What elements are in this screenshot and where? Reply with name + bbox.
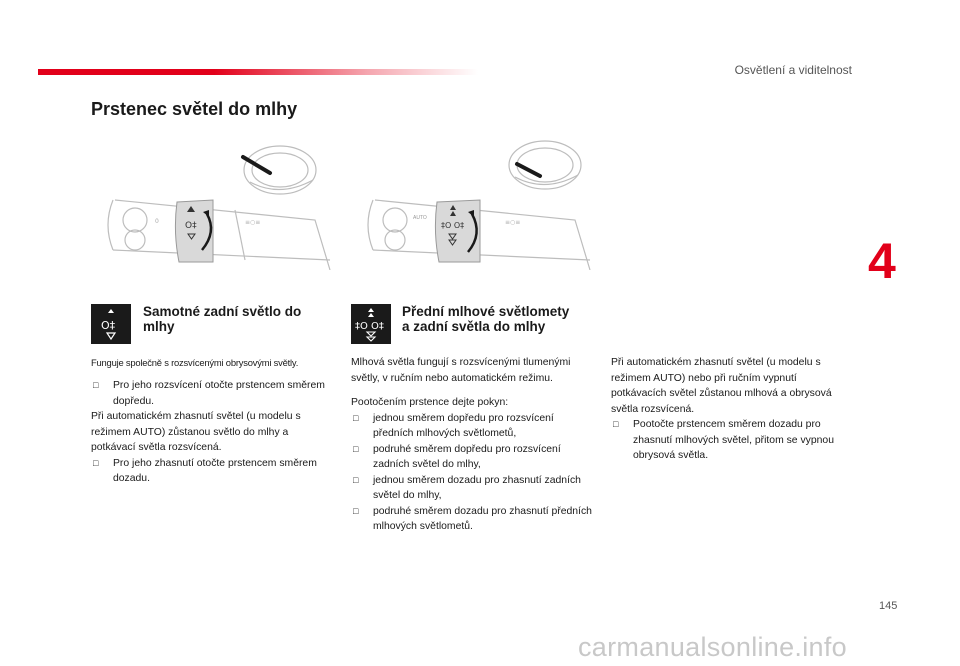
rear-fog-auto-paragraph: Při automatickém zhasnutí světel (u modelu s režimem AUTO) zůstanou světlo do mlhy a potkávací světla rozsvícená. <box>91 411 301 453</box>
rear-fog-note: Funguje společně s rozsvícenými obrysovými světly. <box>91 357 299 368</box>
svg-text:O‡: O‡ <box>101 319 116 332</box>
header-accent-bar <box>38 69 478 75</box>
front-rear-fog-intro: Mlhová světla fungují s rozsvícenými tlumenými světly, v ručním nebo automatickém režimu. <box>351 357 571 384</box>
rear-fog-light-icon <box>91 304 131 344</box>
list-item: Pootočte prstencem směrem dozadu pro zhasnutí mlhových světel, přitom se vypnou obrysová světla. □ <box>611 417 841 464</box>
svg-text:≡○≡: ≡○≡ <box>505 219 521 226</box>
section-header-title: Osvětlení a viditelnost <box>734 63 852 77</box>
front-rear-fog-light-icon <box>351 304 391 344</box>
section-title-front-rear-fog: Přední mlhové světlomety a zadní světla do mlhy <box>402 304 570 334</box>
page-title: Prstenec světel do mlhy <box>91 99 298 119</box>
svg-text:‡O O‡: ‡O O‡ <box>355 321 384 332</box>
list-item: Pro jeho rozsvícení otočte prstencem směrem dopředu. □ <box>91 378 326 409</box>
section-title-rear-fog: Samotné zadní světlo do mlhy <box>143 304 302 334</box>
chapter-number: 4 <box>868 233 896 289</box>
list-item: podruhé směrem dozadu pro zhasnutí předních mlhových světlometů. □ <box>351 504 593 535</box>
fog-ring-illustration-rear <box>95 140 335 270</box>
svg-text:≡○≡: ≡○≡ <box>245 219 261 226</box>
svg-text:0: 0 <box>155 218 159 225</box>
fog-ring-illustration-front-rear <box>355 140 595 270</box>
svg-text:O‡: O‡ <box>185 221 197 231</box>
front-rear-fog-body <box>351 355 593 535</box>
rear-fog-body <box>91 378 326 487</box>
list-item: jednou směrem dozadu pro zhasnutí zadních světel do mlhy, □ <box>351 473 593 504</box>
front-rear-fog-lead: Pootočením prstence dejte pokyn: <box>351 397 509 408</box>
watermark: carmanualsonline.info <box>578 632 847 662</box>
list-item: podruhé směrem dopředu pro rozsvícení zadních světel do mlhy, □ <box>351 442 593 473</box>
list-item: Pro jeho zhasnutí otočte prstencem směrem dozadu. □ <box>91 456 326 487</box>
list-item: jednou směrem dopředu pro rozsvícení předních mlhových světlometů, □ <box>351 411 593 442</box>
page-number: 145 <box>879 600 898 612</box>
auto-label: AUTO <box>413 215 427 221</box>
auto-mode-paragraph: Při automatickém zhasnutí světel (u modelu s režimem AUTO) nebo při ručním vypnutí potkávacích světel zůstanou mlhová a obrysová světla rozsvícená. <box>611 357 832 415</box>
auto-mode-body <box>611 355 841 464</box>
svg-text:‡O O‡: ‡O O‡ <box>441 221 465 230</box>
